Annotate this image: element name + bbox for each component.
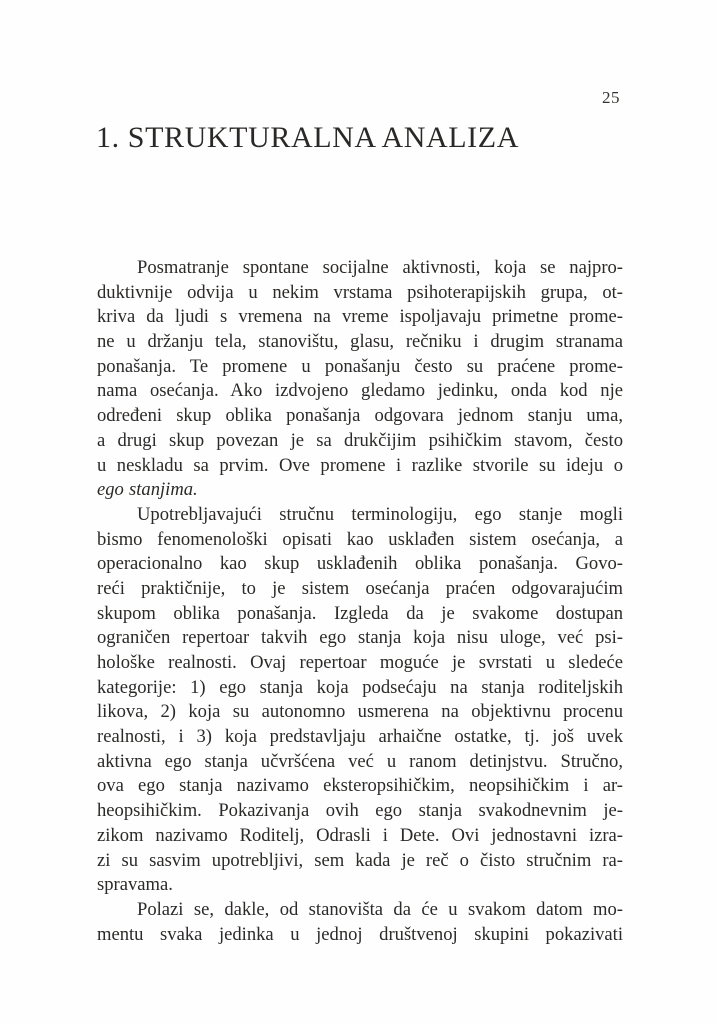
- text-line: ova ego stanja nazivamo eksteropsihičkim, neopsihičkim i ar-: [97, 775, 623, 797]
- text-line: zi su sasvim upotrebljivi, sem kada je reč o čisto stručnim ra-: [97, 849, 623, 871]
- text-line: realnosti, i 3) koja predstavljaju arhaične ostatke, tj. još uvek: [97, 726, 623, 748]
- text-line: skupom oblika ponašanja. Izgleda da je svakome dostupan: [97, 602, 623, 624]
- text-line: operacionalno kao skup usklađenih oblika ponašanja. Govo-: [97, 553, 623, 575]
- text-line: ponašanja. Te promene u ponašanju često su praćene prome-: [97, 355, 623, 377]
- text-line: određeni skup oblika ponašanja odgovara jednom stanju uma,: [97, 405, 623, 427]
- paragraph: [97, 256, 623, 503]
- text-line: reći praktičnije, to je sistem osećanja praćen odgovarajućim: [97, 577, 623, 599]
- text-line-italic: ego stanjima.: [97, 479, 198, 501]
- paragraph: [97, 503, 623, 898]
- page-number: 25: [602, 88, 620, 107]
- text-line: zikom nazivamo Roditelj, Odrasli i Dete. Ovi jednostavni izra-: [97, 824, 623, 846]
- text-line: kategorije: 1) ego stanja koja podsećaju na stanja roditeljskih: [97, 676, 623, 698]
- text-line: nama osećanja. Ako izdvojeno gledamo jedinku, onda kod nje: [97, 380, 623, 402]
- chapter-title: 1. STRUKTURALNA ANALIZA: [96, 121, 519, 154]
- text-line: likova, 2) koja su autonomno usmerena na objektivnu procenu: [97, 701, 623, 723]
- text-line: bismo fenomenološki opisati kao usklađen sistem osećanja, a: [97, 528, 623, 550]
- text-line: heopsihičkim. Pokazivanja ovih ego stanja svakodnevnim je-: [97, 800, 623, 822]
- text-line: aktivna ego stanja učvršćena već u ranom detinjstvu. Stručno,: [97, 750, 623, 772]
- text-line: duktivnije odvija u nekim vrstama psihoterapijskih grupa, ot-: [97, 281, 623, 303]
- body-text: [97, 256, 623, 947]
- text-line: u neskladu sa prvim. Ove promene i razlike stvorile su ideju o: [97, 454, 623, 476]
- text-line: a drugi skup povezan je sa drukčijim psihičkim stavom, često: [97, 429, 623, 451]
- text-line: spravama.: [97, 874, 173, 896]
- text-line: mentu svaka jedinka u jednoj društvenoj skupini pokazivati: [97, 923, 623, 945]
- text-line: Upotrebljavajući stručnu terminologiju, ego stanje mogli: [137, 503, 623, 525]
- text-line: ograničen repertoar takvih ego stanja koja nisu uloge, već psi-: [97, 627, 623, 649]
- text-line: hološke realnosti. Ovaj repertoar moguće je svrstati u sledeće: [97, 652, 623, 673]
- text-line: Posmatranje spontane socijalne aktivnosti, koja se najpro-: [137, 257, 623, 278]
- text-line: Polazi se, dakle, od stanovišta da će u svakom datom mo-: [137, 898, 623, 920]
- text-line: kriva da ljudi s vremena na vreme ispoljavaju primetne prome-: [97, 306, 623, 328]
- paragraph: [97, 898, 623, 947]
- text-line: ne u držanju tela, stanovištu, glasu, rečniku i drugim stranama: [97, 331, 623, 353]
